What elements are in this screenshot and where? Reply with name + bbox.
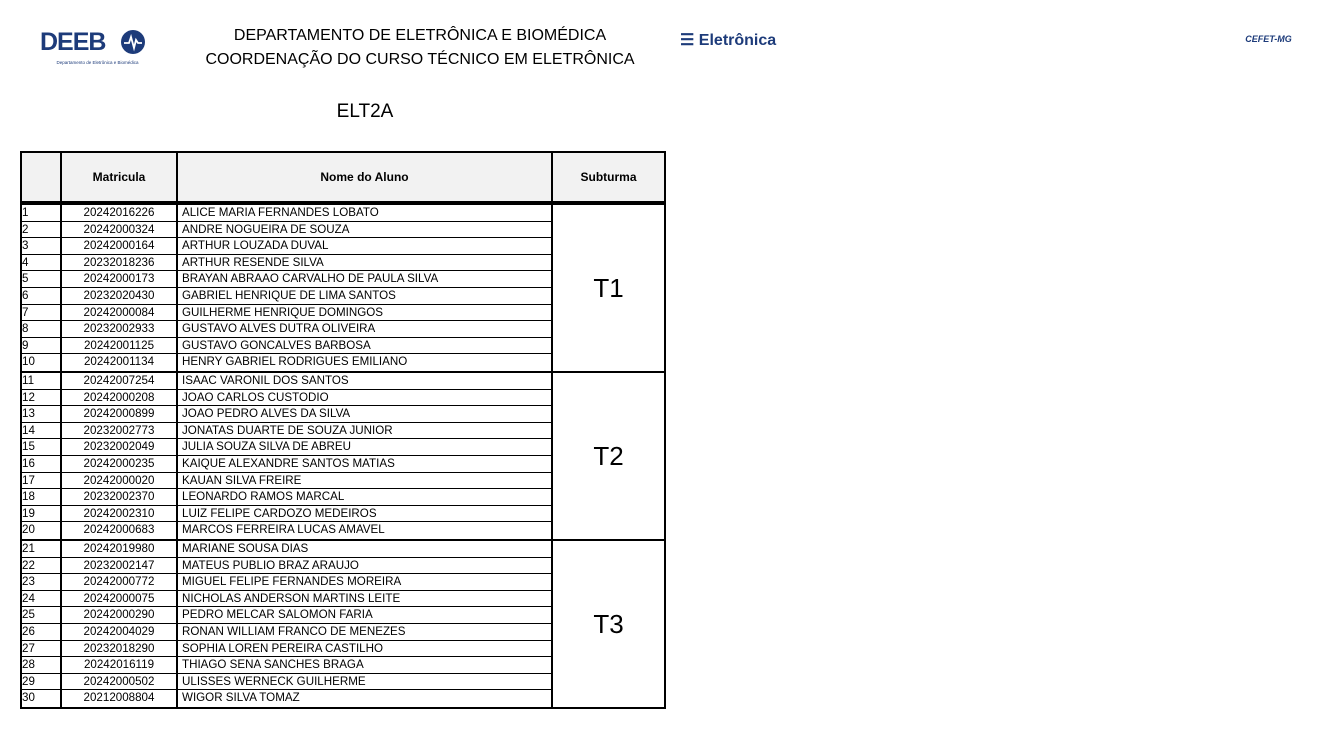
column-divider (664, 541, 666, 707)
student-name-cell: ULISSES WERNECK GUILHERME (182, 674, 366, 688)
student-name-cell: GUILHERME HENRIQUE DOMINGOS (182, 305, 383, 319)
table-row (20, 205, 551, 222)
row-number: 12 (22, 390, 35, 404)
matricula-cell: 20242000173 (83, 272, 155, 286)
row-number: 18 (22, 490, 35, 504)
student-name-cell: SOPHIA LOREN PEREIRA CASTILHO (182, 641, 384, 655)
row-number: 23 (22, 575, 35, 589)
deeb-logo (40, 28, 150, 68)
subturma-label: T1 (593, 272, 624, 303)
student-name-cell: JOAO CARLOS CUSTODIO (182, 390, 329, 404)
matricula-cell: 20242019980 (83, 542, 155, 555)
table-row (20, 255, 551, 272)
row-number: 8 (22, 322, 29, 336)
student-name-cell: GUSTAVO GONCALVES BARBOSA (182, 338, 371, 352)
matricula-cell: 20232020430 (83, 289, 155, 302)
matricula-cell: 20242016226 (83, 206, 155, 219)
table-row (20, 473, 551, 490)
row-number: 22 (22, 558, 35, 572)
row-number: 5 (22, 272, 29, 286)
subturma-group (20, 203, 666, 373)
matricula-cell: 20242000020 (83, 473, 155, 487)
student-name-cell: RONAN WILLIAM FRANCO DE MENEZES (182, 625, 406, 638)
table-row (20, 674, 551, 691)
subturma-label: T2 (593, 440, 624, 471)
matricula-cell: 20242000290 (83, 608, 155, 622)
matricula-cell: 20212008804 (83, 691, 155, 705)
row-number: 20 (22, 523, 35, 537)
row-number: 14 (22, 423, 35, 437)
student-name-cell: LUIZ FELIPE CARDOZO MEDEIROS (182, 506, 377, 520)
class-title: ELT2A (336, 101, 394, 122)
row-number: 3 (22, 239, 29, 253)
table-row (20, 506, 551, 523)
matricula-cell: 20242000324 (83, 222, 155, 236)
table-row (20, 288, 551, 305)
table-row (20, 574, 551, 591)
matricula-cell: 20232018290 (83, 641, 155, 655)
cefet-logo (680, 30, 1292, 50)
table-row (20, 238, 551, 255)
matricula-cell: 20242000502 (83, 674, 155, 688)
table-row (20, 641, 551, 658)
deeb-logo-subtitle: Departamento de Eletrônica e Biomédica (56, 60, 139, 65)
table-row (20, 321, 551, 338)
cefet-emblem-icon: ☰ (680, 32, 695, 49)
student-name-cell: THIAGO SENA SANCHES BRAGA (182, 658, 364, 672)
table-row (20, 423, 551, 440)
student-name-cell: ARTHUR LOUZADA DUVAL (182, 239, 329, 253)
table-row (20, 522, 551, 539)
table-row (20, 305, 551, 322)
row-number: 21 (22, 542, 35, 555)
matricula-cell: 20232002147 (83, 558, 155, 572)
row-number: 10 (22, 355, 35, 369)
matricula-cell: 20242000772 (83, 575, 155, 589)
subturma-group (20, 373, 666, 541)
matricula-cell: 20242000899 (83, 407, 155, 421)
row-number: 27 (22, 641, 35, 655)
table-row (20, 373, 551, 390)
student-name-cell: MIGUEL FELIPE FERNANDES MOREIRA (182, 575, 402, 589)
student-name-cell: WIGOR SILVA TOMAZ (182, 691, 300, 705)
matricula-cell: 20242000084 (83, 305, 155, 319)
row-number: 26 (22, 625, 35, 638)
deeb-logo-text: DEEB (40, 28, 106, 56)
table-row (20, 591, 551, 608)
row-number: 13 (22, 407, 35, 421)
header-matricula: Matricula (60, 151, 178, 203)
matricula-cell: 20242000208 (83, 390, 155, 404)
student-name-cell: JONATAS DUARTE DE SOUZA JUNIOR (182, 423, 393, 437)
header-line-2: COORDENAÇÃO DO CURSO TÉCNICO EM ELETRÔNICA (205, 51, 635, 68)
student-name-cell: GUSTAVO ALVES DUTRA OLIVEIRA (182, 322, 376, 336)
student-name-cell: PEDRO MELCAR SALOMON FARIA (182, 608, 373, 622)
document-header (180, 24, 660, 72)
header-line-1: DEPARTAMENTO DE ELETRÔNICA E BIOMÉDICA (233, 27, 607, 44)
student-name-cell: HENRY GABRIEL RODRIGUES EMILIANO (182, 355, 408, 369)
table-row (20, 456, 551, 473)
row-number: 6 (22, 289, 29, 302)
matricula-cell: 20242016119 (83, 658, 155, 672)
student-name-cell: MARCOS FERREIRA LUCAS AMAVEL (182, 523, 385, 537)
matricula-cell: 20232018236 (83, 255, 155, 269)
student-name-cell: GABRIEL HENRIQUE DE LIMA SANTOS (182, 289, 396, 302)
header-subturma: Subturma (551, 151, 666, 203)
table-row (20, 222, 551, 239)
header-index-cell (20, 151, 62, 203)
row-number: 30 (22, 691, 35, 705)
table-row (20, 354, 551, 371)
row-number: 11 (22, 374, 35, 387)
matricula-cell: 20242000683 (83, 523, 155, 537)
row-number: 9 (22, 338, 29, 352)
cefet-logo-text (680, 30, 805, 50)
header-nome: Nome do Aluno (176, 151, 553, 203)
row-number: 19 (22, 506, 35, 520)
table-row (20, 607, 551, 624)
row-number: 29 (22, 674, 35, 688)
student-name-cell: ARTHUR RESENDE SILVA (182, 255, 324, 269)
student-name-cell: MARIANE SOUSA DIAS (182, 542, 309, 555)
student-name-cell: LEONARDO RAMOS MARCAL (182, 490, 345, 504)
column-divider (664, 373, 666, 539)
table-row (20, 390, 551, 407)
row-number: 28 (22, 658, 35, 672)
student-name-cell: NICHOLAS ANDERSON MARTINS LEITE (182, 591, 401, 605)
row-number: 1 (22, 206, 29, 219)
row-number: 7 (22, 305, 29, 319)
table-row (20, 690, 551, 707)
table-row (20, 624, 551, 641)
table-row (20, 558, 551, 575)
row-number: 15 (22, 440, 35, 454)
row-number: 17 (22, 473, 35, 487)
student-name-cell: ANDRE NOGUEIRA DE SOUZA (182, 222, 350, 236)
student-table (20, 151, 666, 709)
matricula-cell: 20232002370 (83, 490, 155, 504)
table-row (20, 439, 551, 456)
matricula-cell: 20232002773 (83, 423, 155, 437)
student-name-cell: KAUAN SILVA FREIRE (182, 473, 302, 487)
table-row (20, 489, 551, 506)
table-row (20, 338, 551, 355)
row-number: 4 (22, 255, 29, 269)
table-header (20, 151, 666, 203)
pulse-icon (121, 30, 145, 54)
row-number: 25 (22, 608, 35, 622)
student-name-cell: KAIQUE ALEXANDRE SANTOS MATIAS (182, 457, 395, 470)
matricula-cell: 20242000235 (83, 457, 155, 470)
row-number: 24 (22, 591, 35, 605)
matricula-cell: 20242000164 (83, 239, 155, 253)
matricula-cell: 20242002310 (83, 506, 155, 520)
subturma-label: T3 (593, 608, 624, 639)
matricula-cell: 20232002933 (83, 322, 155, 336)
student-name-cell: ISAAC VARONIL DOS SANTOS (182, 374, 349, 387)
table-row (20, 657, 551, 674)
student-name-cell: BRAYAN ABRAAO CARVALHO DE PAULA SILVA (182, 272, 439, 286)
student-name-cell: MATEUS PUBLIO BRAZ ARAUJO (182, 558, 359, 572)
matricula-cell: 20242001125 (83, 338, 155, 352)
matricula-cell: 20242001134 (83, 355, 155, 369)
table-row (20, 406, 551, 423)
matricula-cell: 20242000075 (83, 591, 155, 605)
student-name-cell: JOAO PEDRO ALVES DA SILVA (182, 407, 351, 421)
column-divider (664, 205, 666, 371)
cefet-logo-word: Eletrônica (698, 32, 777, 49)
matricula-cell: 20242007254 (83, 374, 155, 387)
table-body (20, 203, 666, 709)
table-row (20, 541, 551, 558)
table-row (20, 271, 551, 288)
matricula-cell: 20242004029 (83, 625, 155, 638)
row-number: 16 (22, 457, 35, 470)
matricula-cell: 20232002049 (83, 440, 155, 454)
student-name-cell: JULIA SOUZA SILVA DE ABREU (182, 440, 352, 454)
student-name-cell: ALICE MARIA FERNANDES LOBATO (182, 206, 379, 219)
subturma-group (20, 541, 666, 709)
cefet-logo-subtitle: CEFET-MG (1245, 34, 1292, 44)
row-number: 2 (22, 222, 29, 236)
